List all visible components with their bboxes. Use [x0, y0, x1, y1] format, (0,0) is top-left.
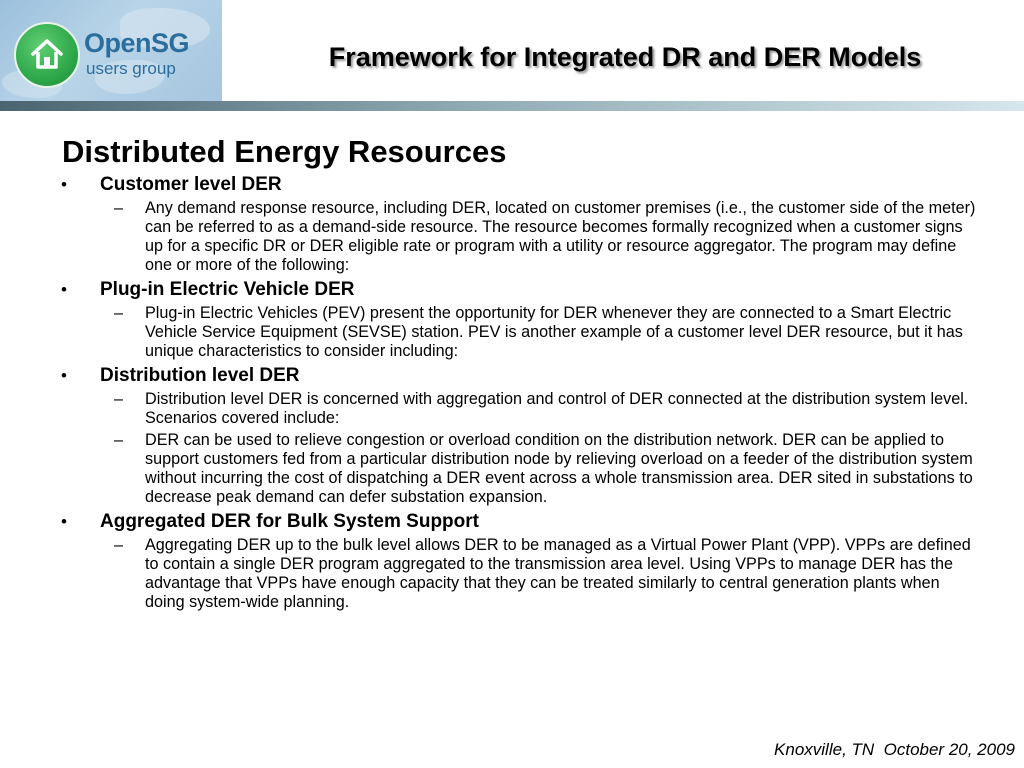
- sub-bullet-text: Aggregating DER up to the bulk level allows DER to be managed as a Virtual Power Plant (VPP). VPPs are defined to contain a single DER program aggregated to the transmission area level. Using VPPs to manage DER has the advantage that VPPs have enough capacity that they can be treated similarly to central generation plants when doing system-wide planning.: [145, 536, 971, 611]
- bullet-label: Plug-in Electric Vehicle DER: [100, 279, 355, 300]
- bullet-item: [62, 173, 972, 197]
- sub-bullet-item: [62, 536, 977, 612]
- title-divider-bar: [0, 101, 1024, 111]
- sub-bullet-text: Plug-in Electric Vehicles (PEV) present the opportunity for DER whenever they are connected to a Smart Electric Vehicle Service Equipment (SEVSE) station. PEV is another example of a customer level DER resource, but it has unique characteristics to consider including:: [145, 304, 963, 360]
- logo-subtitle: users group: [86, 59, 176, 78]
- bullet-marker: •: [61, 175, 67, 194]
- logo-name: OpenSG: [84, 28, 190, 58]
- house-icon: [14, 22, 80, 88]
- bullet-list: [61, 173, 976, 612]
- sub-bullet-marker: –: [114, 390, 124, 408]
- sub-bullet-marker: –: [114, 304, 124, 322]
- slide-body: [61, 134, 976, 615]
- sub-bullet-item: [62, 431, 977, 507]
- bullet-marker: •: [61, 512, 67, 531]
- bullet-item: [62, 364, 972, 388]
- bullet-marker: •: [61, 366, 67, 385]
- sub-bullet-text: Any demand response resource, including DER, located on customer premises (i.e., the customer side of the meter) can be referred to as a demand-side resource. The resource becomes formally recognized when a customer signs up for a specific DR or DER eligible rate or program with a utility or resource aggregator. The program may define one or more of the following:: [145, 199, 976, 274]
- sub-bullet-marker: –: [114, 536, 124, 554]
- bullet-item: [62, 510, 972, 534]
- slide-title: Framework for Integrated DR and DER Models: [328, 42, 922, 72]
- bullet-item: [62, 278, 972, 302]
- bullet-label: Distribution level DER: [100, 365, 300, 386]
- sub-bullet-item: [62, 390, 977, 428]
- sub-bullet-text: DER can be used to relieve congestion or overload condition on the distribution network. DER can be applied to support customers fed from a particular distribution node by relieving overload on a feeder of the distribution system without incurring the cost of dispatching a DER event across a whole transmission area. DER sited in substations to decrease peak demand can defer substation expansion.: [145, 431, 973, 506]
- opensg-logo: [0, 0, 222, 101]
- sub-bullet-text: Distribution level DER is concerned with aggregation and control of DER connected at the distribution system level. Scenarios covered include:: [145, 390, 969, 427]
- bullet-marker: •: [61, 280, 67, 299]
- sub-bullet-marker: –: [114, 431, 124, 449]
- bullet-label: Aggregated DER for Bulk System Support: [100, 511, 479, 532]
- bullet-label: Customer level DER: [100, 174, 282, 195]
- sub-bullet-item: [62, 304, 977, 361]
- sub-bullet-item: [62, 199, 977, 275]
- section-heading: Distributed Energy Resources: [62, 134, 507, 169]
- sub-bullet-marker: –: [114, 199, 124, 217]
- footer-location-date: Knoxville, TN October 20, 2009: [774, 740, 1015, 759]
